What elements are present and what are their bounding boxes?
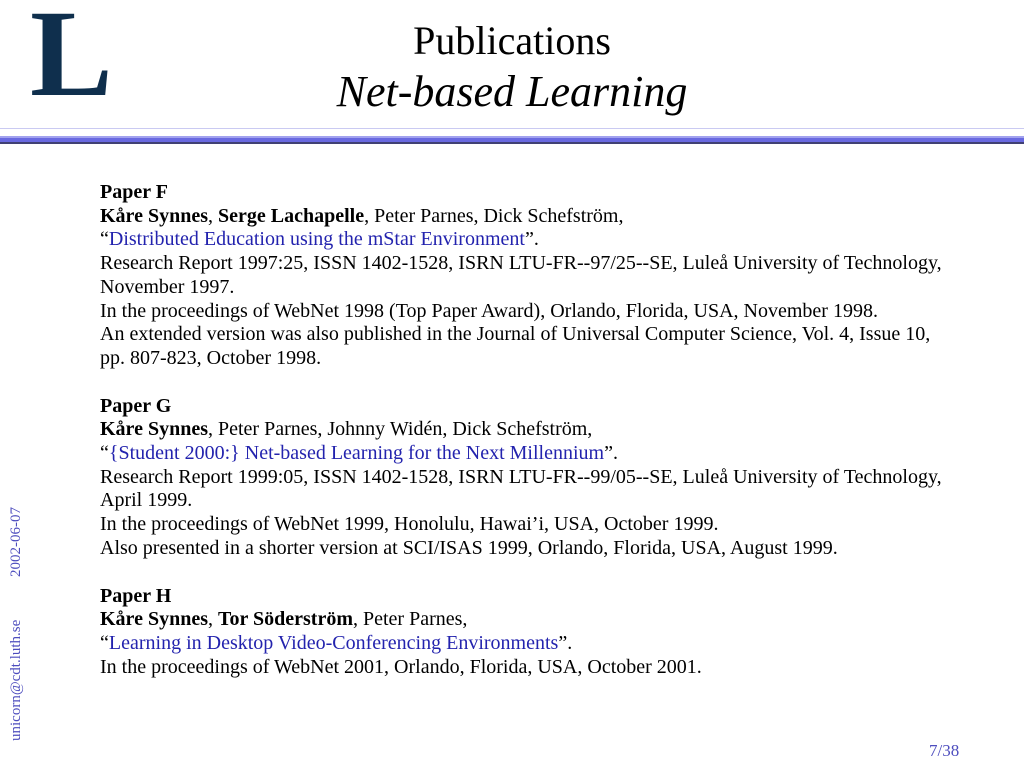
quote-open: “ — [100, 631, 109, 654]
quote-close: ”. — [558, 631, 573, 654]
paper-title-link[interactable]: {Student 2000:} Net-based Learning for the Next Millennium — [108, 442, 605, 465]
paper-label: Paper F — [100, 181, 168, 203]
page-number: 7/38 — [929, 741, 960, 760]
author-name: Serge Lachapelle — [217, 204, 365, 227]
paper-detail-line: Also presented in a shorter version at SCI/ISAS 1999, Orlando, Florida, USA, August 1999. — [100, 536, 838, 559]
paper-title-line — [100, 228, 955, 252]
author-names-rest: , Peter Parnes, Johnny Widén, Dick Schefström, — [207, 418, 593, 441]
quote-close: ”. — [524, 228, 539, 251]
paper-title-line — [100, 632, 955, 656]
header-divider-band — [0, 136, 1024, 144]
paper-label: Paper G — [100, 394, 172, 417]
slide-header — [0, 16, 1024, 118]
paper-entry-h — [100, 585, 955, 680]
paper-title-link[interactable]: Learning in Desktop Video-Conferencing Environments — [108, 631, 559, 654]
paper-title-link[interactable]: Distributed Education using the mStar Environment — [108, 228, 525, 251]
sidebar-email: unicorn@cdt.luth.se — [8, 619, 24, 741]
sidebar-date: 2002-06-07 — [8, 507, 24, 577]
paper-entry-f — [100, 181, 955, 371]
paper-detail-line: Research Report 1997:25, ISSN 1402-1528, ISRN LTU-FR--97/25--SE, Luleå University of Technology, November 1997. — [100, 252, 942, 298]
author-separator: , — [207, 204, 218, 227]
author-name: Tor Söderström — [217, 608, 353, 631]
publications-list — [100, 181, 955, 679]
author-name: Kåre Synnes — [100, 204, 208, 227]
university-logo: L — [30, 0, 113, 122]
author-names-rest: , Peter Parnes, — [352, 608, 468, 631]
quote-open: “ — [100, 442, 109, 465]
author-name: Kåre Synnes — [100, 418, 208, 441]
paper-authors — [100, 608, 955, 632]
paper-detail-line: In the proceedings of WebNet 1998 (Top Paper Award), Orlando, Florida, USA, November 1998. — [100, 299, 878, 322]
quote-open: “ — [100, 228, 109, 251]
paper-detail-line: In the proceedings of WebNet 2001, Orlando, Florida, USA, October 2001. — [100, 655, 702, 678]
slide-title: Publications — [413, 18, 611, 63]
author-names-rest: , Peter Parnes, Dick Schefström, — [364, 204, 624, 227]
header-divider-thin-line — [0, 128, 1024, 129]
author-name: Kåre Synnes — [100, 608, 208, 631]
quote-close: ”. — [604, 442, 618, 465]
paper-title-line — [100, 442, 955, 466]
paper-label: Paper H — [100, 584, 172, 607]
paper-authors — [100, 205, 955, 229]
author-separator: , — [207, 608, 218, 631]
paper-detail-line: In the proceedings of WebNet 1999, Honolulu, Hawai’i, USA, October 1999. — [100, 513, 719, 536]
paper-detail-line: Research Report 1999:05, ISSN 1402-1528, ISRN LTU-FR--99/05--SE, Luleå University of Technology, April 1999. — [100, 465, 942, 512]
paper-detail-line: An extended version was also published in the Journal of Universal Computer Science, Vol. 4, Issue 10, pp. 807-823, October 1998. — [100, 323, 931, 369]
paper-entry-g — [100, 395, 955, 561]
slide-subtitle: Net-based Learning — [336, 67, 688, 116]
paper-authors — [100, 418, 955, 442]
